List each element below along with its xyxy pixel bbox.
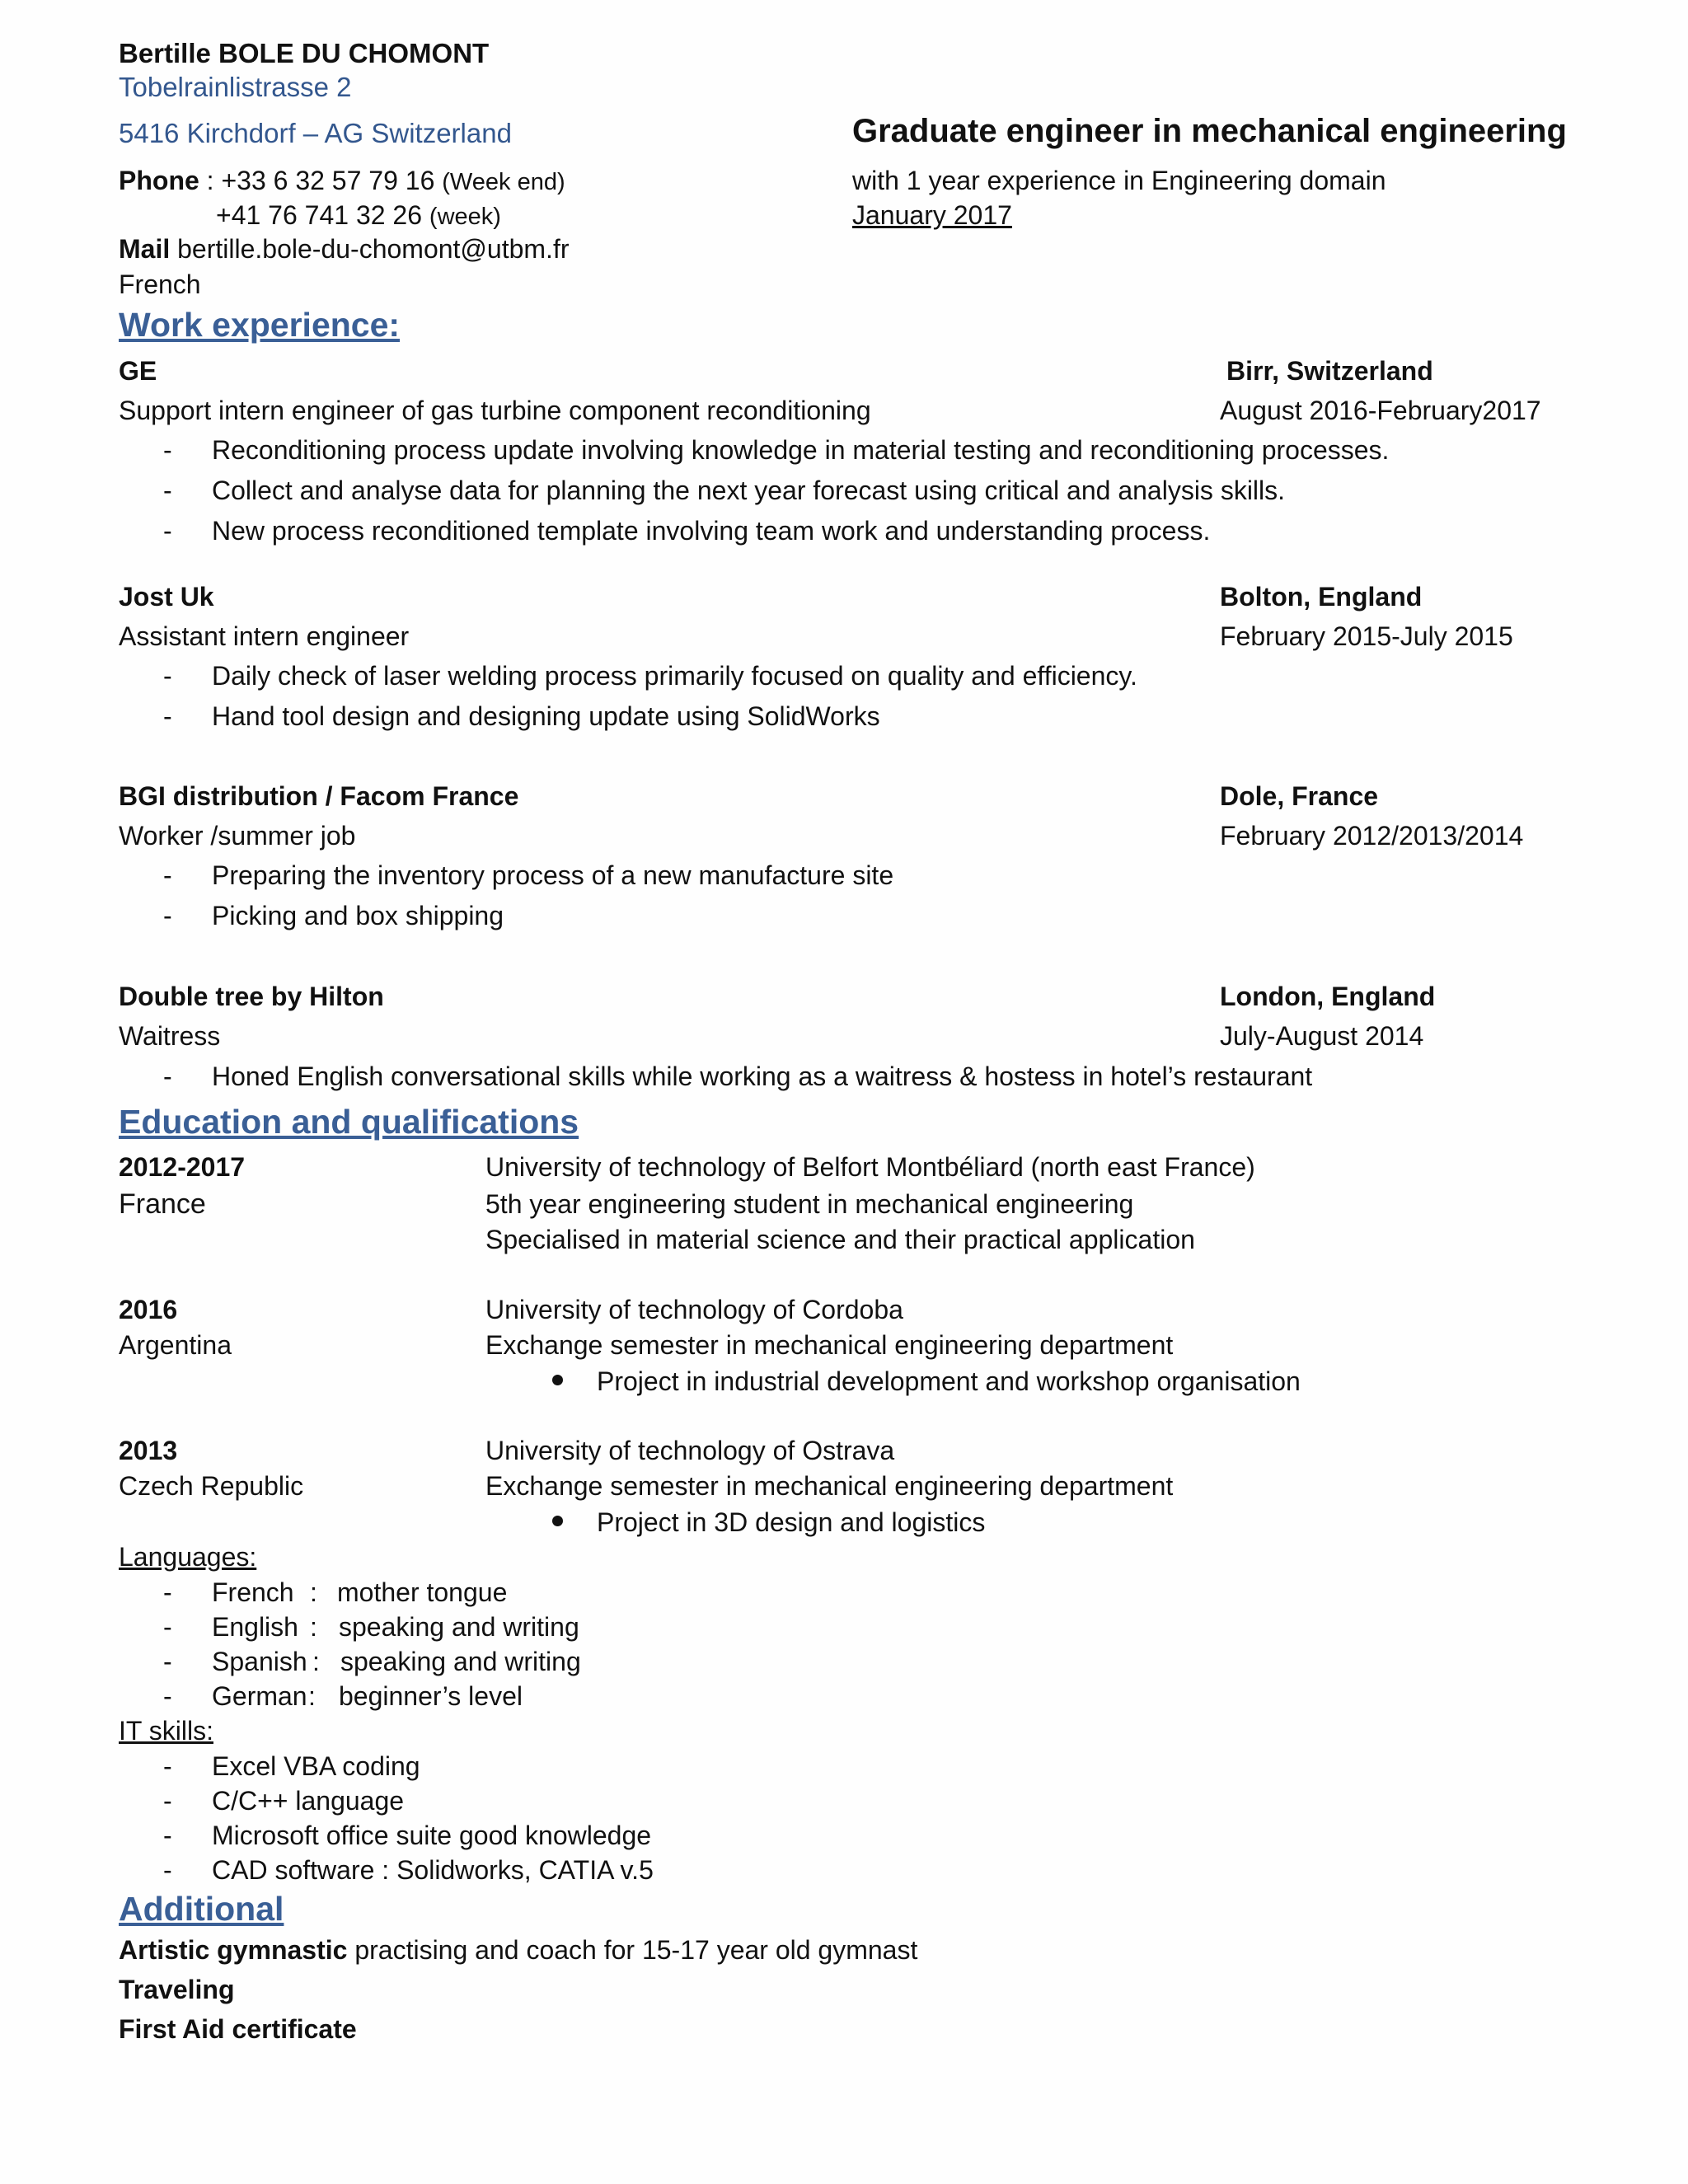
bullet-dash: - bbox=[163, 435, 172, 465]
education-years: 2013 bbox=[119, 1436, 178, 1465]
education-school: University of technology of Belfort Montbéliard (north east France) bbox=[485, 1152, 1255, 1182]
job-dates: February 2012/2013/2014 bbox=[1220, 821, 1524, 851]
education-years: 2016 bbox=[119, 1295, 178, 1324]
section-title-education: Education and qualifications bbox=[119, 1103, 579, 1141]
bullet-dot bbox=[552, 1516, 563, 1526]
bullet-dash: - bbox=[163, 1786, 172, 1816]
job-bullet: Hand tool design and designing update using SolidWorks bbox=[212, 701, 880, 731]
bullet-dash: - bbox=[163, 860, 172, 890]
bullet-dash: - bbox=[163, 1855, 172, 1885]
job-bullet: Honed English conversational skills while working as a waitress & hostess in hotel’s restaurant bbox=[212, 1062, 1313, 1091]
bullet-dot bbox=[552, 1375, 563, 1385]
language-level: mother tongue bbox=[337, 1577, 508, 1607]
job-company: GE bbox=[119, 356, 157, 386]
job-dates: August 2016-February2017 bbox=[1220, 396, 1541, 425]
language-separator: : bbox=[310, 1577, 317, 1607]
it-skills-title: IT skills: bbox=[119, 1716, 213, 1746]
job-role: Waitress bbox=[119, 1021, 221, 1051]
job-location: Bolton, England bbox=[1220, 582, 1423, 612]
it-skill-item: Microsoft office suite good knowledge bbox=[212, 1821, 652, 1850]
job-location: Birr, Switzerland bbox=[1226, 356, 1433, 386]
education-country: France bbox=[119, 1188, 206, 1220]
it-skill-item: Excel VBA coding bbox=[212, 1751, 420, 1781]
bullet-dash: - bbox=[163, 476, 172, 505]
job-role: Support intern engineer of gas turbine component reconditioning bbox=[119, 396, 871, 425]
education-country: Argentina bbox=[119, 1330, 232, 1360]
language-name: French bbox=[212, 1577, 294, 1607]
education-school: University of technology of Cordoba bbox=[485, 1295, 903, 1324]
education-bullet: Project in 3D design and logistics bbox=[597, 1507, 986, 1537]
job-bullet: Picking and box shipping bbox=[212, 901, 504, 930]
job-bullet: New process reconditioned template involving team work and understanding process. bbox=[212, 516, 1211, 546]
education-bullet: Project in industrial development and workshop organisation bbox=[597, 1366, 1301, 1396]
gymnastic-text: practising and coach for 15-17 year old gymnast bbox=[347, 1935, 918, 1965]
job-company: BGI distribution / Facom France bbox=[119, 781, 519, 811]
job-bullet: Preparing the inventory process of a new manufacture site bbox=[212, 860, 894, 890]
it-skill-item: C/C++ language bbox=[212, 1786, 405, 1816]
job-dates: July-August 2014 bbox=[1220, 1021, 1424, 1051]
language-separator: : bbox=[312, 1647, 320, 1676]
mail-address: bertille.bole-du-chomont@utbm.fr bbox=[177, 234, 570, 264]
additional-gymnastic bbox=[119, 1937, 917, 1963]
language-separator: : bbox=[310, 1612, 317, 1642]
additional-traveling: Traveling bbox=[119, 1975, 235, 2004]
job-location: London, England bbox=[1220, 982, 1436, 1011]
mail-label: Mail bbox=[119, 234, 171, 264]
phone-note-2: (week) bbox=[429, 204, 501, 230]
job-company: Double tree by Hilton bbox=[119, 982, 384, 1011]
job-location: Dole, France bbox=[1220, 781, 1379, 811]
bullet-dash: - bbox=[163, 1681, 172, 1711]
phone-number-1: +33 6 32 57 79 16 bbox=[221, 166, 435, 195]
language-level: beginner’s level bbox=[339, 1681, 523, 1711]
phone-number-2: +41 76 741 32 26 bbox=[216, 200, 423, 230]
bullet-dash: - bbox=[163, 1612, 172, 1642]
job-bullet: Daily check of laser welding process primarily focused on quality and efficiency. bbox=[212, 661, 1137, 691]
education-years: 2012-2017 bbox=[119, 1152, 246, 1182]
bullet-dash: - bbox=[163, 1751, 172, 1781]
bullet-dash: - bbox=[163, 701, 172, 731]
job-bullet: Reconditioning process update involving knowledge in material testing and reconditioning processes. bbox=[212, 435, 1390, 465]
phone-line-1 bbox=[119, 167, 565, 194]
subline: with 1 year experience in Engineering domain bbox=[852, 166, 1386, 195]
languages-title: Languages: bbox=[119, 1542, 257, 1572]
bullet-dash: - bbox=[163, 901, 172, 930]
bullet-dash: - bbox=[163, 516, 172, 546]
language-name: Spanish bbox=[212, 1647, 307, 1676]
additional-first-aid: First Aid certificate bbox=[119, 2014, 357, 2044]
gymnastic-label: Artistic gymnastic bbox=[119, 1935, 348, 1965]
bullet-dash: - bbox=[163, 1647, 172, 1676]
job-bullet: Collect and analyse data for planning the next year forecast using critical and analysis skills. bbox=[212, 476, 1286, 505]
bullet-dash: - bbox=[163, 1062, 172, 1091]
education-line: Specialised in material science and their practical application bbox=[485, 1225, 1195, 1254]
job-dates: February 2015-July 2015 bbox=[1220, 621, 1513, 651]
job-role: Worker /summer job bbox=[119, 821, 356, 851]
education-country: Czech Republic bbox=[119, 1471, 304, 1501]
education-school: University of technology of Ostrava bbox=[485, 1436, 895, 1465]
job-role: Assistant intern engineer bbox=[119, 621, 410, 651]
candidate-name: Bertille BOLE DU CHOMONT bbox=[119, 38, 490, 68]
language-level: speaking and writing bbox=[339, 1612, 579, 1642]
education-line: 5th year engineering student in mechanical engineering bbox=[485, 1189, 1134, 1219]
mail-line bbox=[119, 236, 569, 262]
language-name: German bbox=[212, 1681, 307, 1711]
language-separator: : bbox=[308, 1681, 316, 1711]
address-city: 5416 Kirchdorf – AG Switzerland bbox=[119, 118, 512, 148]
education-line: Exchange semester in mechanical engineering department bbox=[485, 1471, 1174, 1501]
cv-date: January 2017 bbox=[852, 200, 1012, 230]
section-title-additional: Additional bbox=[119, 1890, 284, 1928]
phone-line-2 bbox=[216, 202, 501, 229]
bullet-dash: - bbox=[163, 1577, 172, 1607]
language-name: English bbox=[212, 1612, 298, 1642]
nationality: French bbox=[119, 269, 201, 299]
education-line: Exchange semester in mechanical engineering department bbox=[485, 1330, 1174, 1360]
phone-note-1: (Week end) bbox=[442, 169, 565, 195]
bullet-dash: - bbox=[163, 1821, 172, 1850]
job-company: Jost Uk bbox=[119, 582, 214, 612]
language-level: speaking and writing bbox=[340, 1647, 581, 1676]
it-skill-item: CAD software : Solidworks, CATIA v.5 bbox=[212, 1855, 654, 1885]
headline: Graduate engineer in mechanical engineering bbox=[852, 113, 1567, 149]
address-street: Tobelrainlistrasse 2 bbox=[119, 72, 352, 102]
phone-label: Phone bbox=[119, 166, 199, 195]
section-title-work: Work experience: bbox=[119, 306, 401, 344]
bullet-dash: - bbox=[163, 661, 172, 691]
phone-separator: : bbox=[199, 166, 222, 195]
